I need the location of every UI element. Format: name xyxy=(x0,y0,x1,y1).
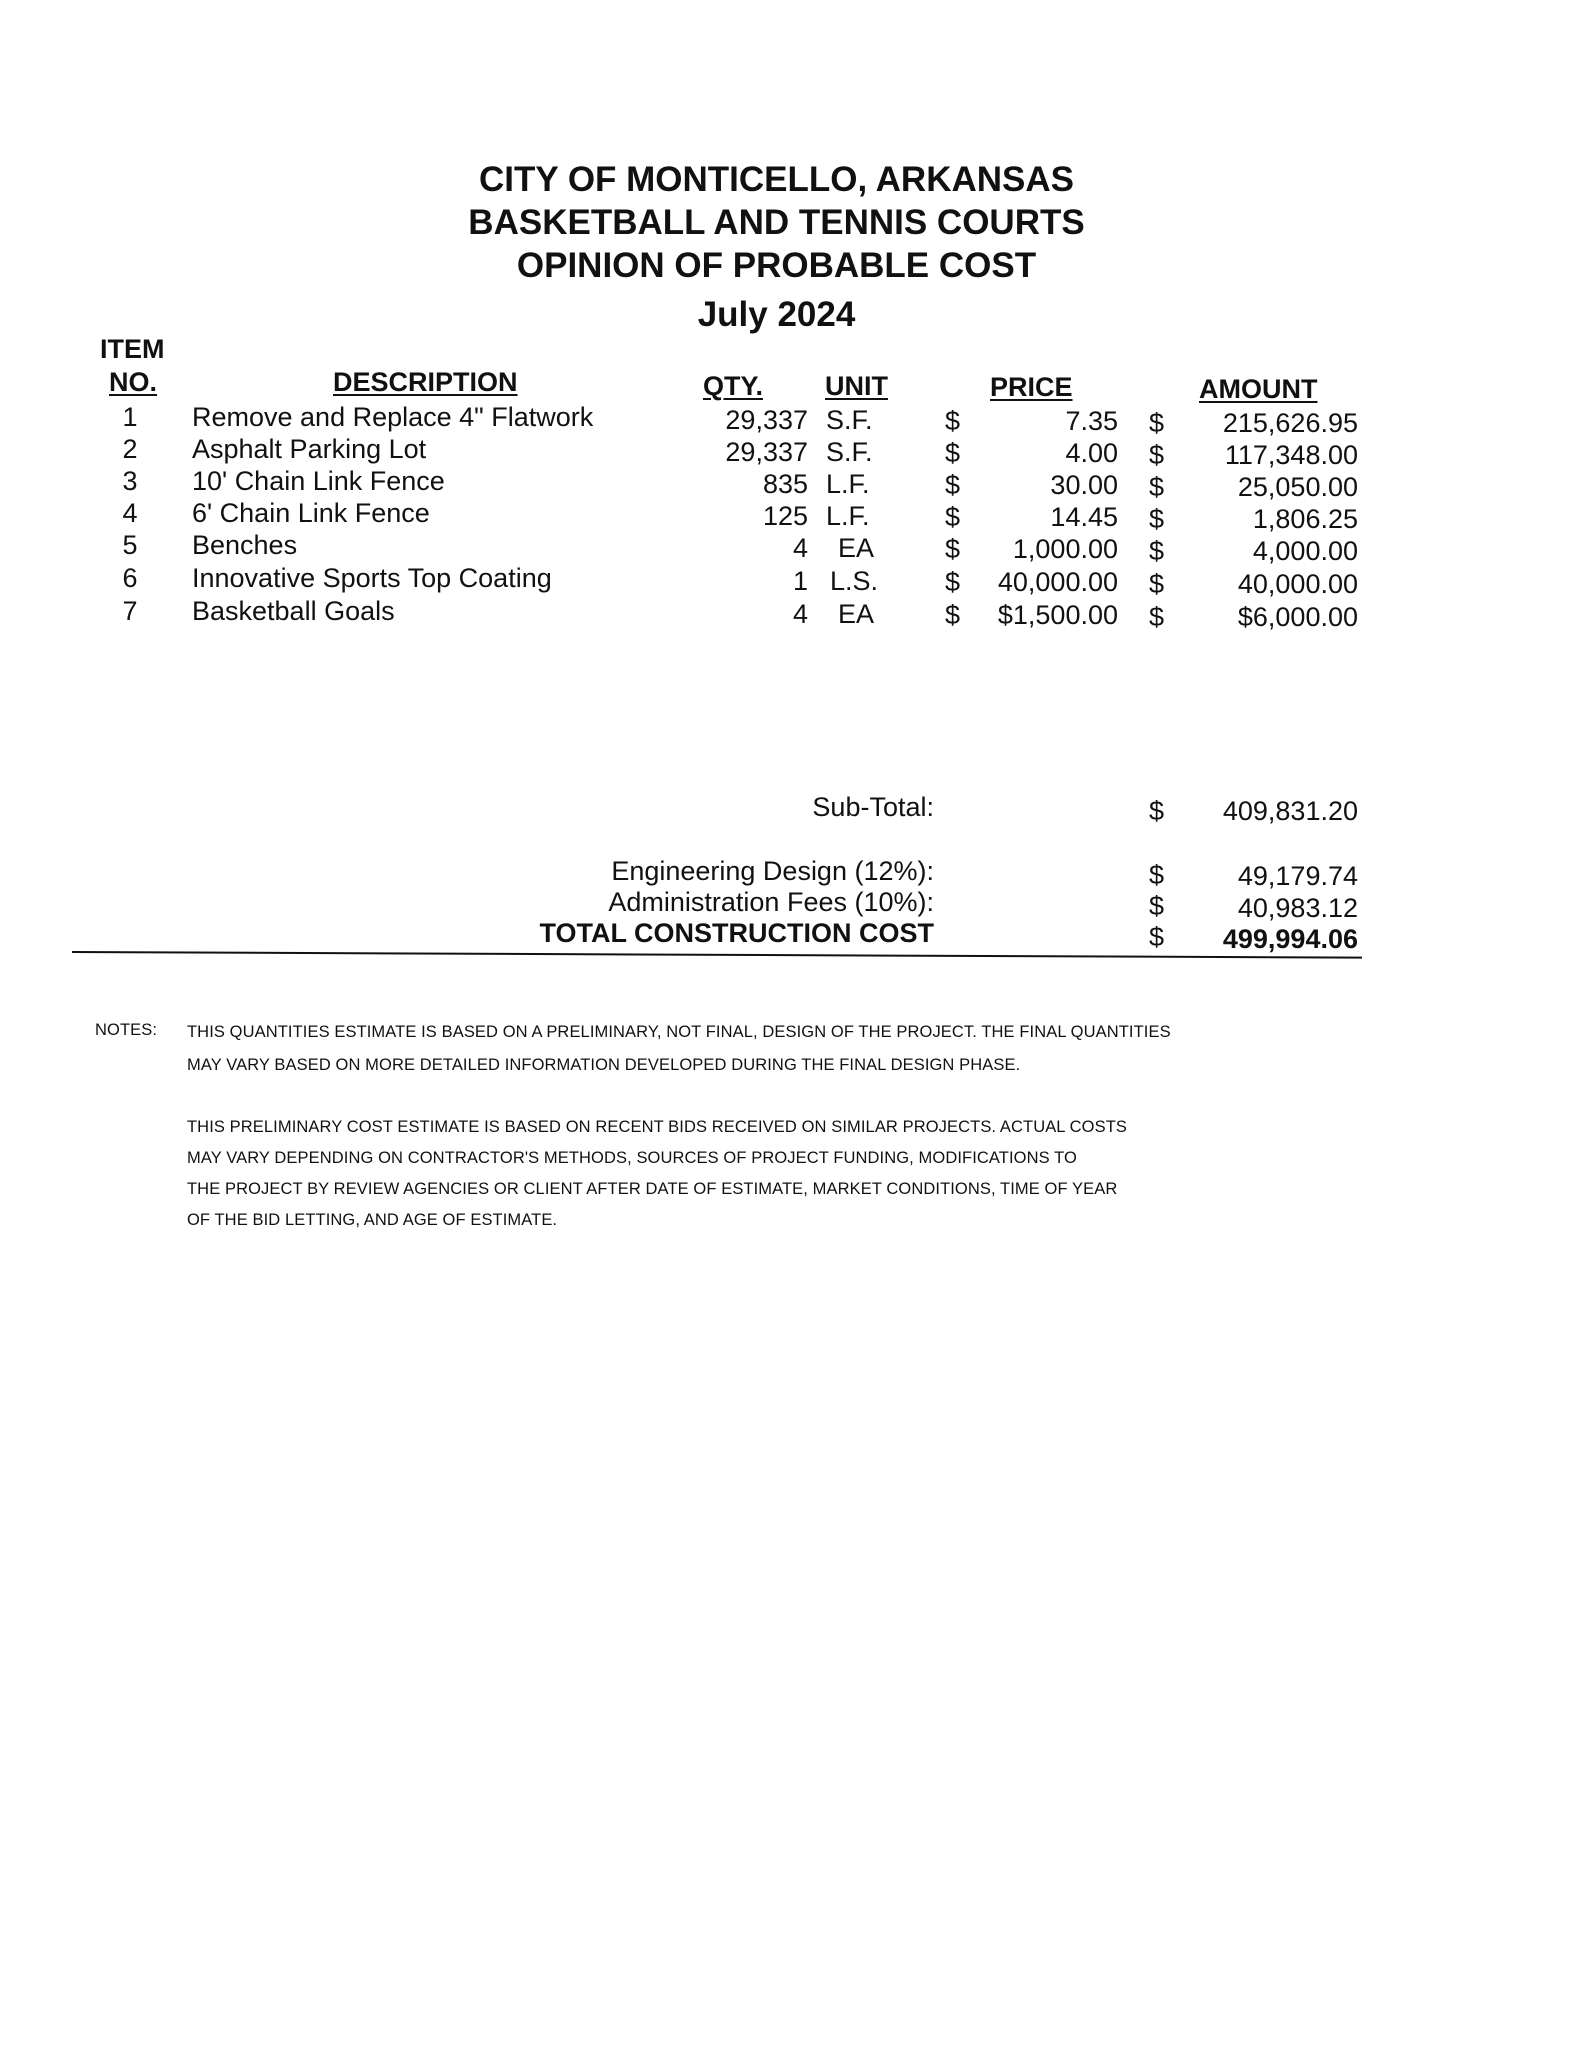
note-line: MAY VARY DEPENDING ON CONTRACTOR'S METHODS, SOURCES OF PROJECT FUNDING, MODIFICATIONS TO xyxy=(187,1149,1077,1167)
admin-dollar: $ xyxy=(1149,891,1165,921)
item-amount: 25,050.00 xyxy=(1237,472,1358,502)
note-line: OF THE BID LETTING, AND AGE OF ESTIMATE. xyxy=(187,1211,558,1229)
item-price: $1,500.00 xyxy=(997,600,1118,630)
subtotal-dollar: $ xyxy=(1149,796,1165,826)
note-line: THIS QUANTITIES ESTIMATE IS BASED ON A PRELIMINARY, NOT FINAL, DESIGN OF THE PROJECT. THE FINAL QUANTITIES xyxy=(187,1023,1171,1041)
item-unit: L.S. xyxy=(830,566,879,596)
item-qty: 29,337 xyxy=(725,437,808,467)
amount-dollar: $ xyxy=(1149,504,1165,534)
item-no: 2 xyxy=(122,434,138,464)
item-no: 1 xyxy=(122,402,138,432)
item-description: 6' Chain Link Fence xyxy=(192,498,430,528)
total-label: TOTAL CONSTRUCTION COST xyxy=(539,918,934,948)
amount-dollar: $ xyxy=(1149,569,1165,599)
admin-label: Administration Fees (10%): xyxy=(608,887,934,917)
subtotal-amount: 409,831.20 xyxy=(1222,796,1358,826)
price-dollar: $ xyxy=(945,406,961,436)
admin-amount: 40,983.12 xyxy=(1237,893,1358,923)
item-price: 40,000.00 xyxy=(997,567,1118,597)
item-description: Benches xyxy=(192,530,298,560)
notes-label: NOTES: xyxy=(95,1021,158,1039)
item-description: Innovative Sports Top Coating xyxy=(192,563,552,593)
title-line-1: CITY OF MONTICELLO, ARKANSAS xyxy=(479,160,1074,199)
amount-dollar: $ xyxy=(1149,472,1165,502)
price-dollar: $ xyxy=(945,502,961,532)
item-no: 7 xyxy=(122,596,138,626)
price-dollar: $ xyxy=(945,470,961,500)
item-unit: EA xyxy=(838,533,875,563)
item-qty: 125 xyxy=(762,501,808,531)
item-unit: EA xyxy=(838,599,875,629)
item-amount: 117,348.00 xyxy=(1224,440,1358,470)
item-amount: 40,000.00 xyxy=(1237,569,1358,599)
total-dollar: $ xyxy=(1149,922,1165,952)
item-qty: 29,337 xyxy=(725,405,808,435)
total-amount: 499,994.06 xyxy=(1222,924,1358,954)
title-line-3: OPINION OF PROBABLE COST xyxy=(516,246,1037,285)
engineering-label: Engineering Design (12%): xyxy=(611,856,934,886)
item-no: 5 xyxy=(122,530,138,560)
price-dollar: $ xyxy=(945,534,961,564)
amount-dollar: $ xyxy=(1149,408,1165,438)
item-description: Asphalt Parking Lot xyxy=(192,434,427,464)
item-amount: 4,000.00 xyxy=(1252,536,1358,566)
item-price: 7.35 xyxy=(1065,406,1118,436)
header-price: PRICE xyxy=(990,372,1073,402)
item-price: 4.00 xyxy=(1065,438,1118,468)
item-description: 10' Chain Link Fence xyxy=(192,466,445,496)
header-no: NO. xyxy=(109,367,158,397)
item-no: 4 xyxy=(122,498,138,528)
item-unit: L.F. xyxy=(826,501,870,531)
item-unit: S.F. xyxy=(826,437,873,467)
header-item: ITEM xyxy=(100,334,165,364)
note-line: MAY VARY BASED ON MORE DETAILED INFORMATION DEVELOPED DURING THE FINAL DESIGN PHASE. xyxy=(187,1056,1021,1074)
item-amount: 215,626.95 xyxy=(1222,408,1358,438)
price-dollar: $ xyxy=(945,567,961,597)
note-line: THE PROJECT BY REVIEW AGENCIES OR CLIENT AFTER DATE OF ESTIMATE, MARKET CONDITIONS, TIME OF YEAR xyxy=(187,1180,1118,1198)
item-amount: 1,806.25 xyxy=(1252,504,1358,534)
item-qty: 4 xyxy=(792,599,808,629)
item-qty: 4 xyxy=(792,533,808,563)
item-unit: S.F. xyxy=(826,405,873,435)
item-qty: 1 xyxy=(792,566,808,596)
title-line-2: BASKETBALL AND TENNIS COURTS xyxy=(468,203,1085,242)
item-price: 30.00 xyxy=(1050,470,1118,500)
header-unit: UNIT xyxy=(825,371,888,401)
amount-dollar: $ xyxy=(1149,536,1165,566)
item-price: 14.45 xyxy=(1050,502,1118,532)
item-description: Basketball Goals xyxy=(192,596,395,626)
item-no: 3 xyxy=(122,466,138,496)
amount-dollar: $ xyxy=(1149,602,1165,632)
header-amount: AMOUNT xyxy=(1199,374,1318,404)
engineering-dollar: $ xyxy=(1149,860,1165,890)
amount-dollar: $ xyxy=(1149,440,1165,470)
header-description: DESCRIPTION xyxy=(333,367,518,397)
price-dollar: $ xyxy=(945,600,961,630)
item-qty: 835 xyxy=(762,469,808,499)
item-price: 1,000.00 xyxy=(1012,534,1118,564)
item-amount: $6,000.00 xyxy=(1237,602,1358,632)
note-line: THIS PRELIMINARY COST ESTIMATE IS BASED ON RECENT BIDS RECEIVED ON SIMILAR PROJECTS. ACTUAL COSTS xyxy=(187,1118,1127,1136)
item-description: Remove and Replace 4" Flatwork xyxy=(192,402,594,432)
price-dollar: $ xyxy=(945,438,961,468)
item-no: 6 xyxy=(122,563,138,593)
subtotal-label: Sub-Total: xyxy=(812,792,934,822)
title-date: July 2024 xyxy=(697,295,856,334)
header-qty: QTY. xyxy=(703,371,764,401)
engineering-amount: 49,179.74 xyxy=(1237,861,1358,891)
item-unit: L.F. xyxy=(826,469,870,499)
